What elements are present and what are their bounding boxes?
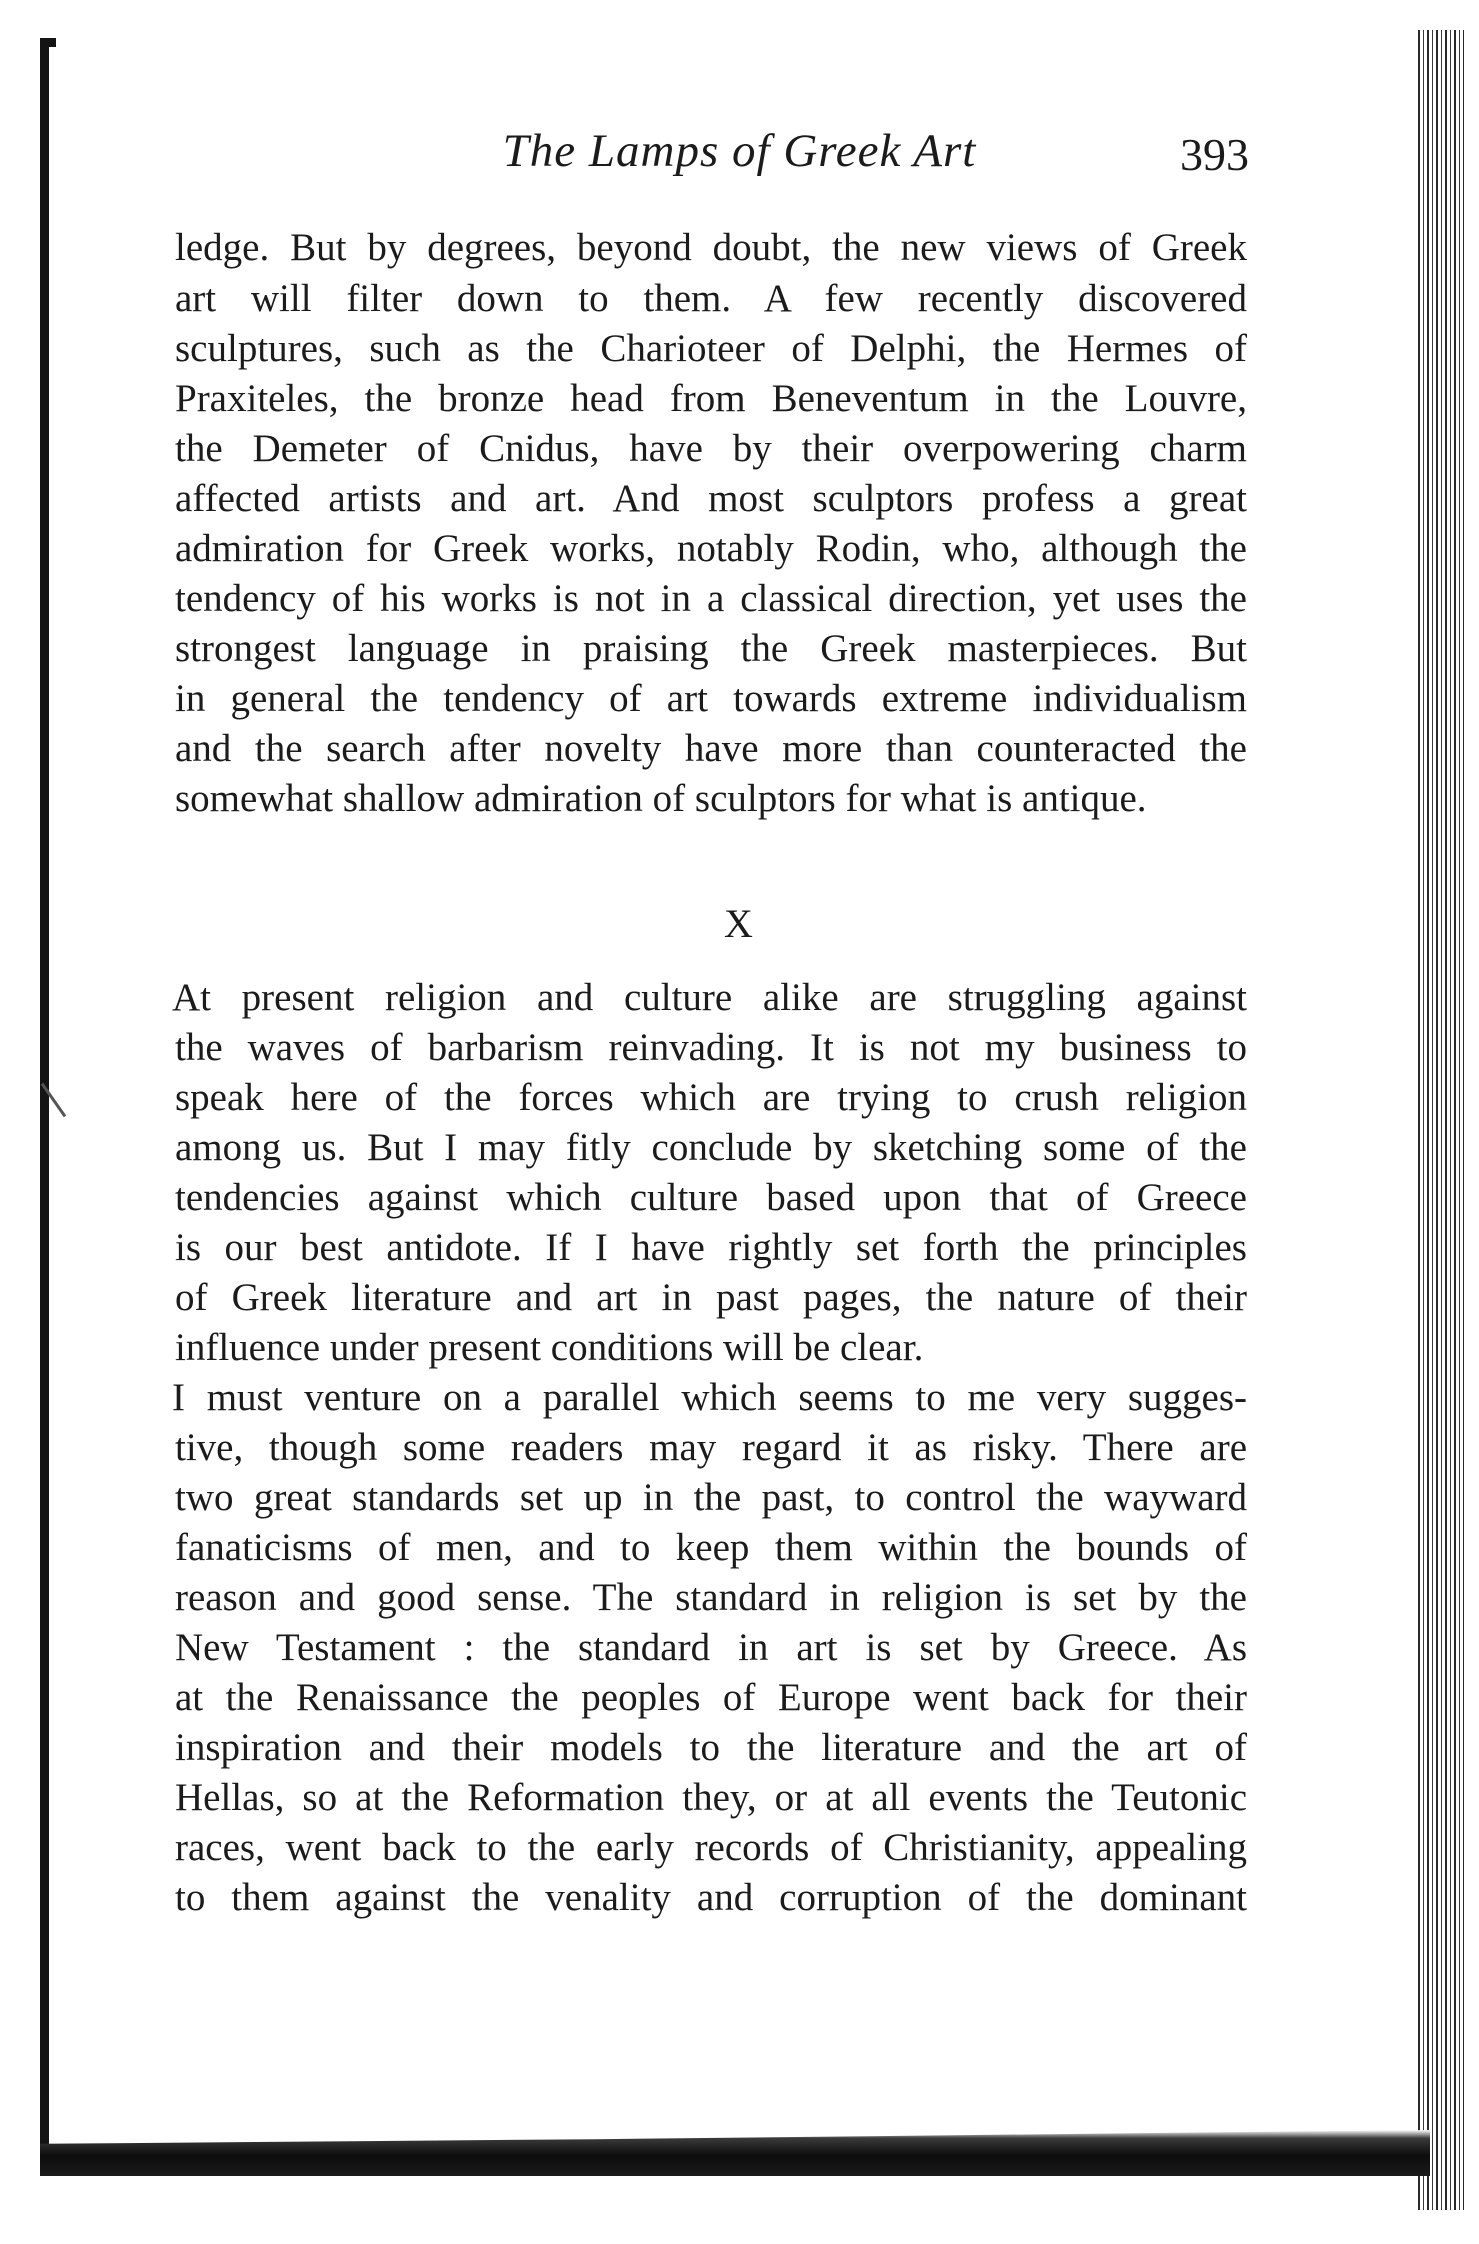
text-line: in general the tendency of art towards extreme individualism	[175, 677, 1247, 720]
text-line: among us. But I may fitly conclude by sketching some of the	[175, 1126, 1247, 1169]
text-line: New Testament : the standard in art is set by Greece. As	[175, 1626, 1247, 1669]
text-line: influence under present conditions will be clear.	[175, 1326, 924, 1369]
text-line: Hellas, so at the Reformation they, or at all events the Teutonic	[175, 1776, 1247, 1819]
text-line: at the Renaissance the peoples of Europe went back for their	[175, 1676, 1247, 1719]
text-line: fanaticisms of men, and to keep them within the bounds of	[175, 1526, 1247, 1569]
page-bottom-edge-shadow	[40, 2130, 1430, 2176]
text-line: admiration for Greek works, notably Rodin, who, although the	[175, 527, 1247, 570]
text-line: tive, though some readers may regard it as risky. There are	[175, 1426, 1247, 1469]
text-line: tendency of his works is not in a classical direction, yet uses the	[175, 577, 1247, 620]
text-line: tendencies against which culture based upon that of Greece	[175, 1176, 1247, 1219]
text-line: Praxiteles, the bronze head from Beneventum in the Louvre,	[175, 377, 1247, 420]
text-line: affected artists and art. And most sculptors profess a great	[175, 477, 1247, 520]
text-line: the waves of barbarism reinvading. It is not my business to	[175, 1026, 1247, 1069]
text-line: inspiration and their models to the literature and the art of	[175, 1726, 1247, 1769]
text-line: races, went back to the early records of Christianity, appealing	[175, 1826, 1247, 1869]
text-line: and the search after novelty have more than counteracted the	[175, 727, 1247, 770]
text-line: strongest language in praising the Greek masterpieces. But	[175, 627, 1247, 670]
text-line: somewhat shallow admiration of sculptors for what is antique.	[175, 777, 1147, 820]
text-line: I must venture on a parallel which seems to me very sugges-	[172, 1376, 1247, 1419]
text-line: the Demeter of Cnidus, have by their overpowering charm	[175, 427, 1247, 470]
page-left-edge-shadow	[40, 38, 49, 2158]
page-gutter-scan-lines	[1418, 30, 1464, 2210]
text-line: reason and good sense. The standard in religion is set by the	[175, 1576, 1247, 1619]
text-line: two great standards set up in the past, to control the wayward	[175, 1476, 1247, 1519]
text-line: is our best antidote. If I have rightly set forth the principles	[175, 1226, 1247, 1269]
page-corner-mark	[40, 38, 56, 47]
text-line: At present religion and culture alike are struggling against	[172, 976, 1247, 1019]
text-line: of Greek literature and art in past pages, the nature of their	[175, 1276, 1247, 1319]
running-head-title: The Lamps of Greek Art	[502, 125, 977, 177]
text-line: ledge. But by degrees, beyond doubt, the new views of Greek	[175, 226, 1247, 269]
text-line: speak here of the forces which are trying to crush religion	[175, 1076, 1247, 1119]
text-line: sculptures, such as the Charioteer of Delphi, the Hermes of	[175, 327, 1247, 370]
page-number: 393	[1180, 129, 1249, 180]
text-line: art will filter down to them. A few recently discovered	[175, 277, 1247, 320]
section-numeral: X	[724, 901, 755, 946]
text-line: to them against the venality and corruption of the dominant	[175, 1876, 1247, 1919]
